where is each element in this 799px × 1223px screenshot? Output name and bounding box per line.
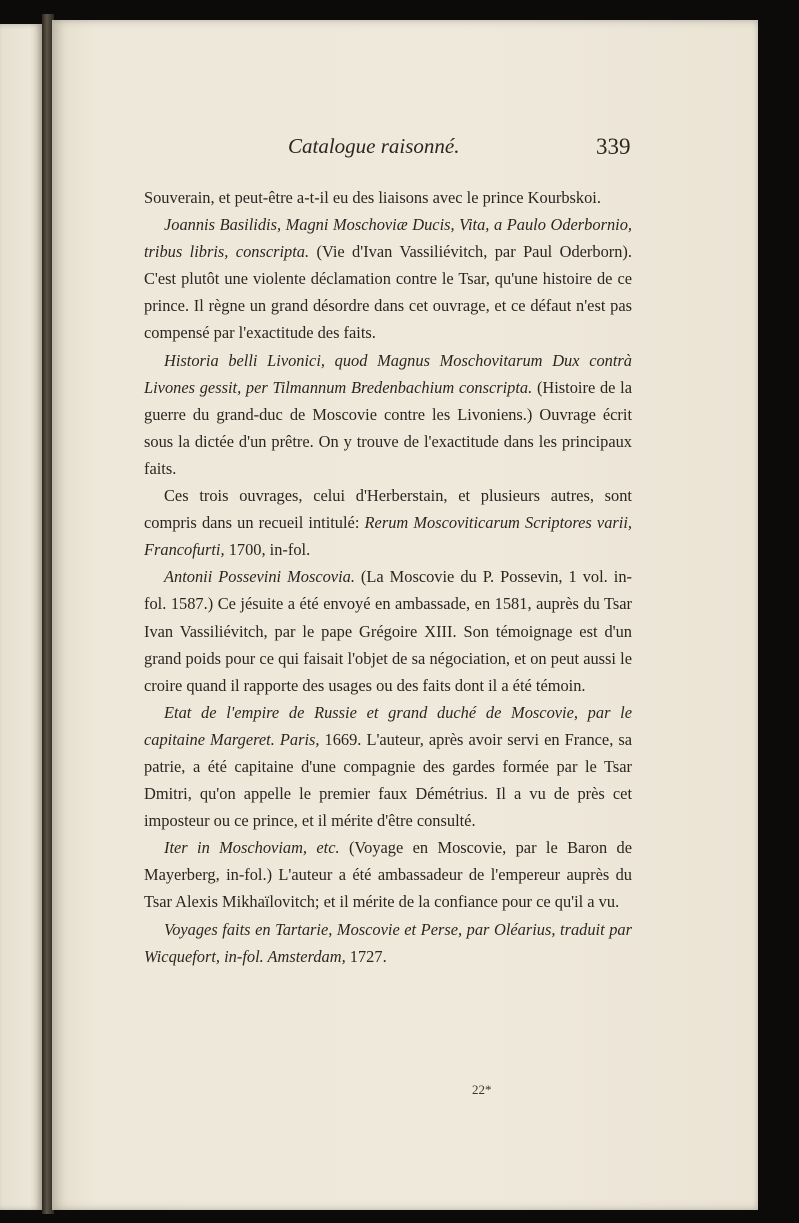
entry-text-before: Ces trois ouvrages, celui d'Herberstain, et plusieurs autres, sont compris dans un recueil intitulé: [144, 486, 632, 533]
entry-oderborn [144, 211, 632, 346]
entry-text: 1727. [345, 946, 387, 966]
entry-text: 1669. L'auteur, après avoir servi en France, sa patrie, a été capitaine d'une compagnie des gardes formée par le Tsar Dmitri, qu'on appelle le premier faux Démétrius. Il a vu de près cet imposteur ou ce prince, et il mérite d'être consulté. [144, 729, 632, 831]
entry-title: Historia belli Livonici, quod Magnus Moschovitarum Dux contrà Livones gessit, per Tilmannum Bredenbachium conscripta. [144, 350, 632, 397]
entry-margeret [144, 699, 632, 834]
entry-title: Iter in Moschoviam, etc. [164, 838, 340, 858]
running-title: Catalogue raisonné. [288, 134, 460, 158]
entry-bredenbach [144, 347, 632, 482]
page-header [52, 134, 758, 168]
body-text [144, 184, 632, 970]
paragraph-text: Souverain, et peut-être a-t-il eu des liaisons avec le prince Kourbskoi. [144, 188, 601, 207]
entry-mayerberg [144, 834, 632, 915]
page-number: 339 [596, 134, 631, 159]
entry-title: Rerum Moscoviticarum Scriptores varii, Francofurti, [144, 513, 632, 560]
entry-text: (Histoire de la guerre du grand-duc de Moscovie contre les Livoniens.) Ouvrage écrit sous la dictée d'un prêtre. On y trouve de l'exactitude dans les principaux faits. [144, 377, 633, 478]
entry-title: Joannis Basilidis, Magni Moschoviæ Ducis, Vita, a Paulo Oderbornio, tribus libris, conscripta. [144, 215, 632, 262]
entry-text: 1700, in-fol. [224, 540, 311, 560]
entry-olearius [144, 916, 632, 970]
entry-collection [144, 482, 632, 563]
entry-title: Etat de l'empire de Russie et grand duché de Moscovie, par le capitaine Margeret. Paris, [144, 702, 632, 749]
entry-title: Voyages faits en Tartarie, Moscovie et Perse, par Oléarius, traduit par Wicquefort, in-fol. Amsterdam, [144, 919, 632, 966]
signature-mark: 22* [472, 1082, 492, 1097]
entry-text: (Vie d'Ivan Vassiliévitch, par Paul Oderborn). C'est plutôt une violente déclamation contre le Tsar, qu'une histoire de ce prince. Il règne un grand désordre dans cet ouvrage, et ce défaut n'est pas compensé par l'exactitude des faits. [144, 242, 632, 343]
entry-text: (Voyage en Moscovie, par le Baron de Mayerberg, in-fol.) L'auteur a été ambassadeur de l'empereur auprès du Tsar Alexis Mikhaïlovitch; et il mérite de la confiance pour ce qu'il a vu. [144, 838, 633, 912]
entry-possevin [144, 563, 632, 698]
book-page [52, 20, 758, 1210]
entry-title: Antonii Possevini Moscovia. [164, 567, 355, 587]
paragraph-continuation [144, 184, 632, 211]
facing-page-edge [0, 24, 42, 1210]
entry-text: (La Moscovie du P. Possevin, 1 vol. in-fol. 1587.) Ce jésuite a été envoyé en ambassade, en 1581, auprès du Tsar Ivan Vassiliévitch, par le pape Grégoire XIII. Son témoignage est d'un grand poids pour ce qui faisait l'objet de sa négociation, et on peut aussi le croire quand il rapporte des usages ou des faits dont il a été témoin. [144, 567, 632, 695]
